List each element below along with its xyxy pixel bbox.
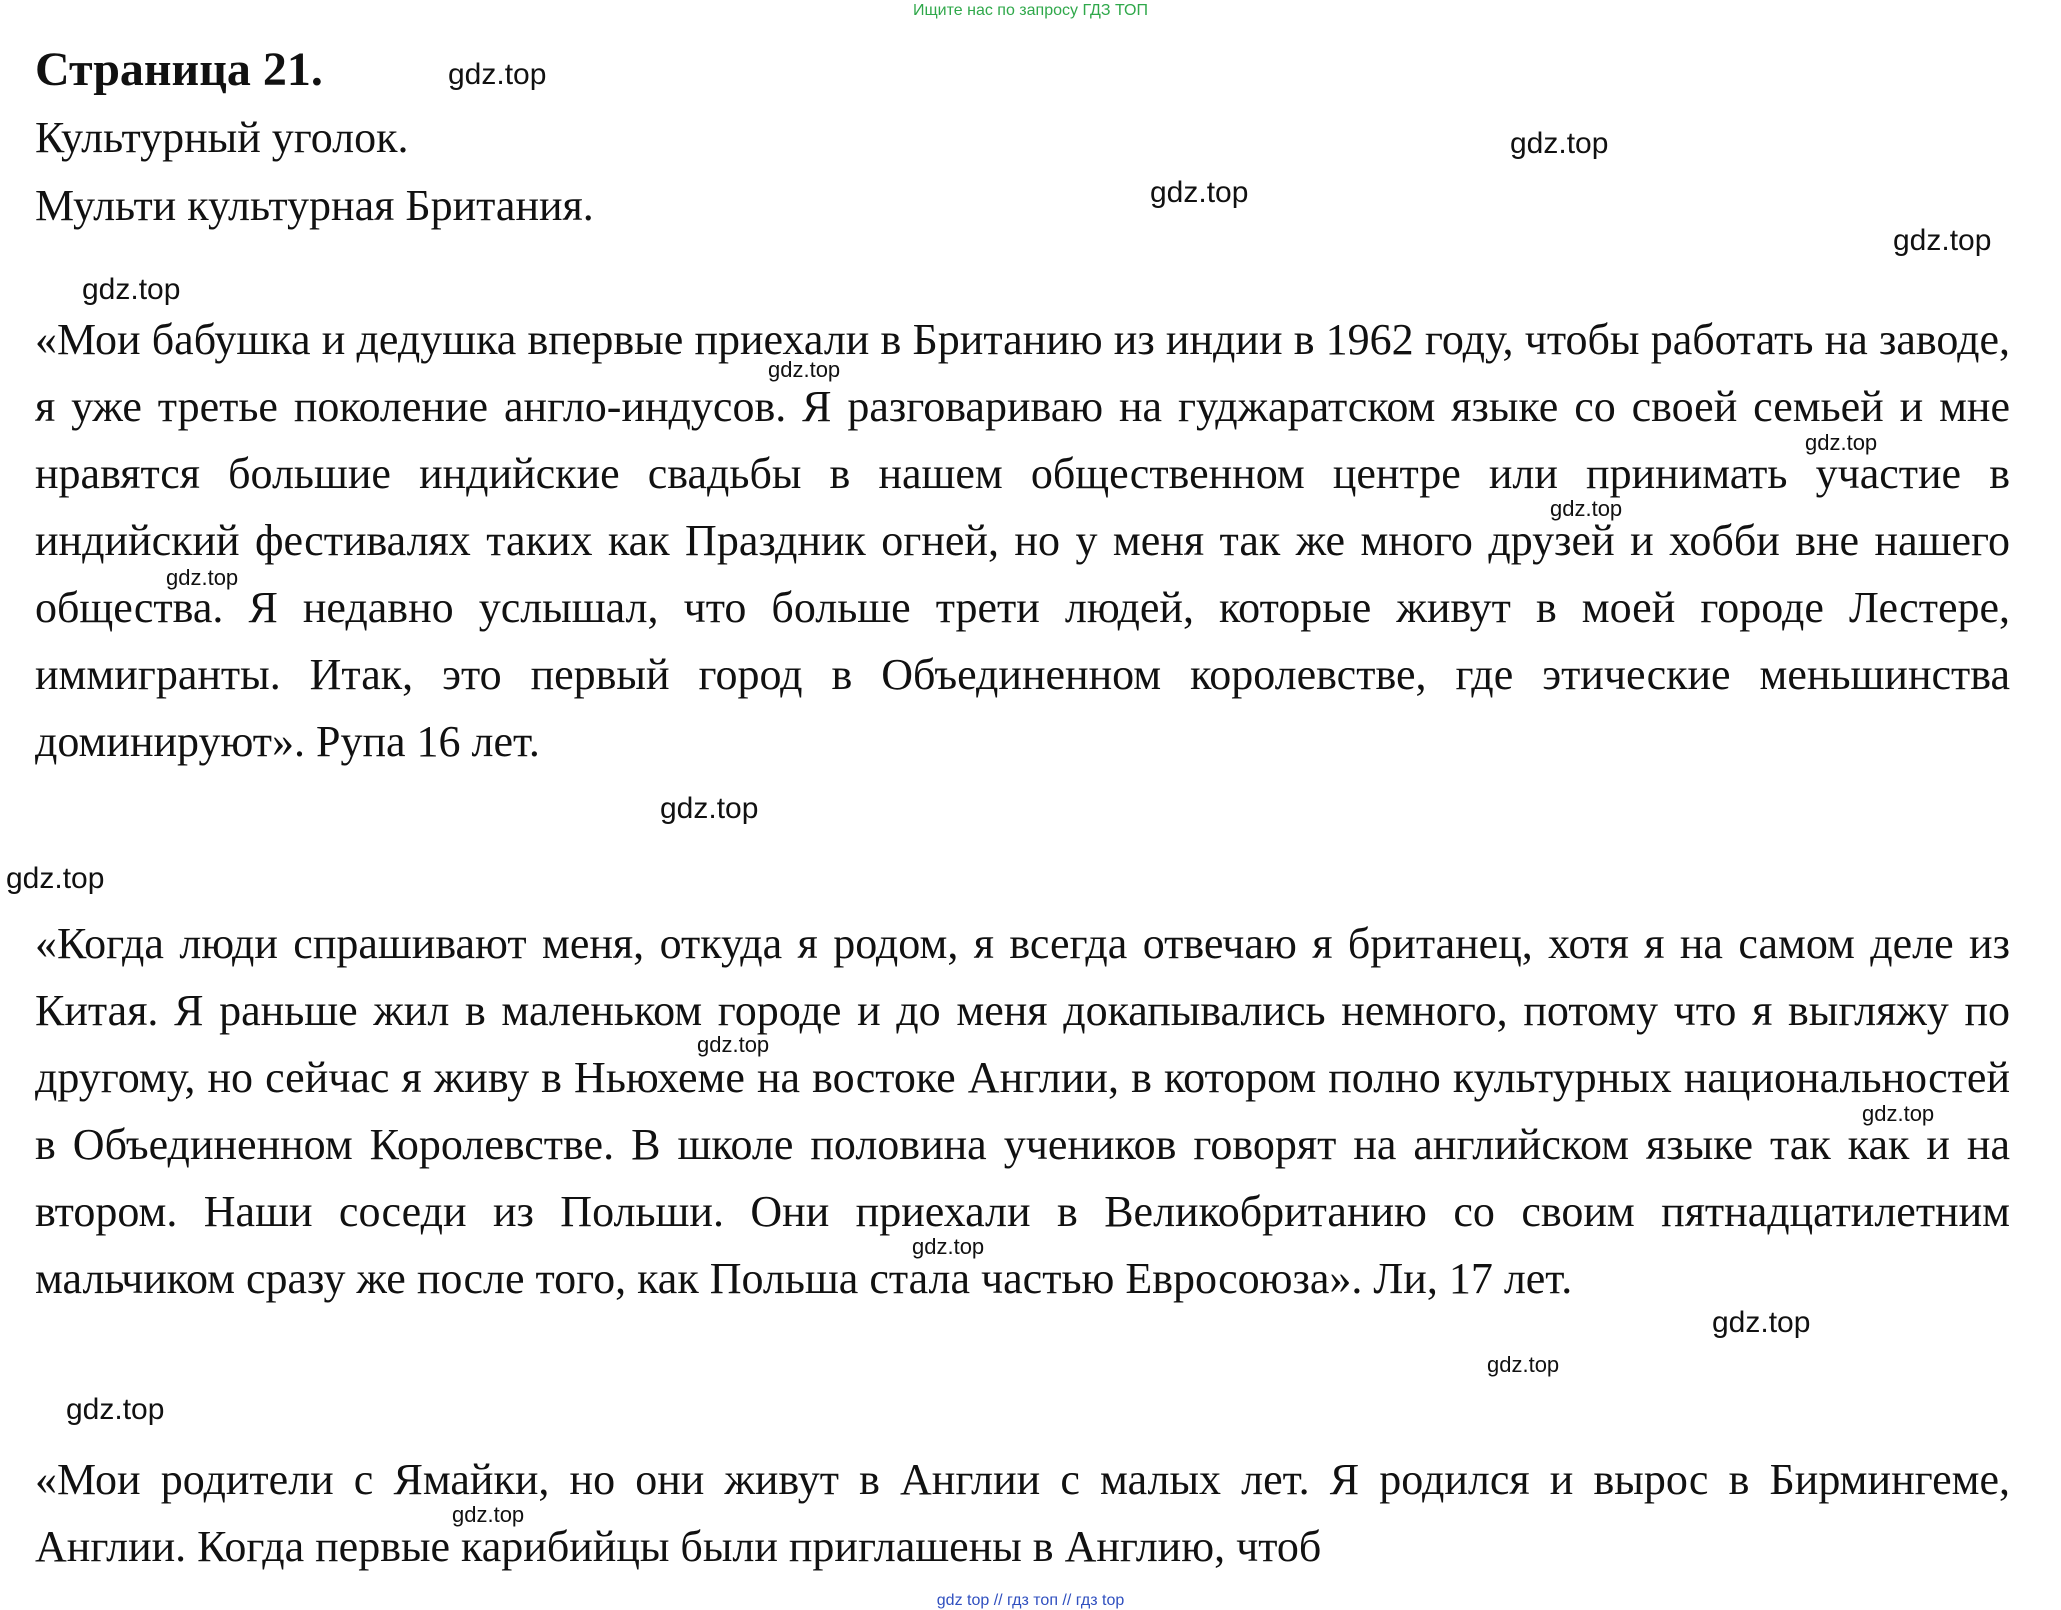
paragraph-rupa: «Мои бабушка и дедушка впервые приехали в Британию из индии в 1962 году, чтобы работать на заводе, я уже третье поколение англо-индусов. Я разговариваю на гуджаратском языке со своей семьей и мне нравятся большие индийские свадьбы в нашем общественном центре или принимать участие в индийский фестивалях таких как Праздник огней, но у меня так же много друзей и хобби вне нашего общества. Я недавно услышал, что больше трети людей, которые живут в моей городе Лестере, иммигранты. Итак, это первый город в Объединенном королевстве, где этические меньшинства доминируют». Рупа 16 лет.: [35, 315, 2010, 766]
watermark: gdz.top: [448, 58, 547, 91]
paragraph-jamaica: «Мои родители с Ямайки, но они живут в Англии с малых лет. Я родился и вырос в Бирмингеме, Англии. Когда первые карибийцы были приглашены в Англию, чтоб: [35, 1455, 2010, 1571]
watermark: gdz.top: [1805, 430, 1878, 455]
watermark: gdz.top: [6, 862, 105, 895]
watermark: gdz.top: [66, 1393, 165, 1426]
watermark: gdz.top: [768, 357, 841, 382]
watermark: gdz.top: [1487, 1352, 1560, 1377]
watermark: gdz.top: [1150, 176, 1249, 209]
watermark: gdz.top: [1510, 127, 1609, 160]
watermark: gdz.top: [452, 1502, 525, 1527]
page-title: Страница 21.: [35, 43, 323, 96]
watermark: gdz.top: [660, 792, 759, 825]
watermark: gdz.top: [1862, 1101, 1935, 1126]
watermark: gdz.top: [1712, 1306, 1811, 1339]
subtitle-multicultural-britain: Мульти культурная Британия.: [35, 181, 594, 230]
watermark: gdz.top: [1550, 496, 1623, 521]
watermark: gdz.top: [697, 1032, 770, 1057]
watermark: gdz.top: [1893, 224, 1992, 257]
subtitle-cultural-corner: Культурный уголок.: [35, 113, 409, 162]
watermark: gdz.top: [166, 565, 239, 590]
footer-watermark: gdz top // гдз топ // гдз top: [936, 1592, 1125, 1609]
paragraph-li: «Когда люди спрашивают меня, откуда я родом, я всегда отвечаю я британец, хотя я на самом деле из Китая. Я раньше жил в маленьком городе и до меня докапывались немного, потому что я выгляжу по другому, но сейчас я живу в Ньюхеме на востоке Англии, в котором полно культурных национальностей в Объединенном Королевстве. В школе половина учеников говорят на английском языке так как и на втором. Наши соседи из Польши. Они приехали в Великобританию со своим пятнадцатилетним мальчиком сразу же после того, как Польша стала частью Евросоюза». Ли, 17 лет.: [35, 919, 2010, 1303]
watermark: gdz.top: [912, 1234, 985, 1259]
top-banner: Ищите нас по запросу ГДЗ ТОП: [913, 2, 1148, 19]
watermark: gdz.top: [82, 273, 181, 306]
